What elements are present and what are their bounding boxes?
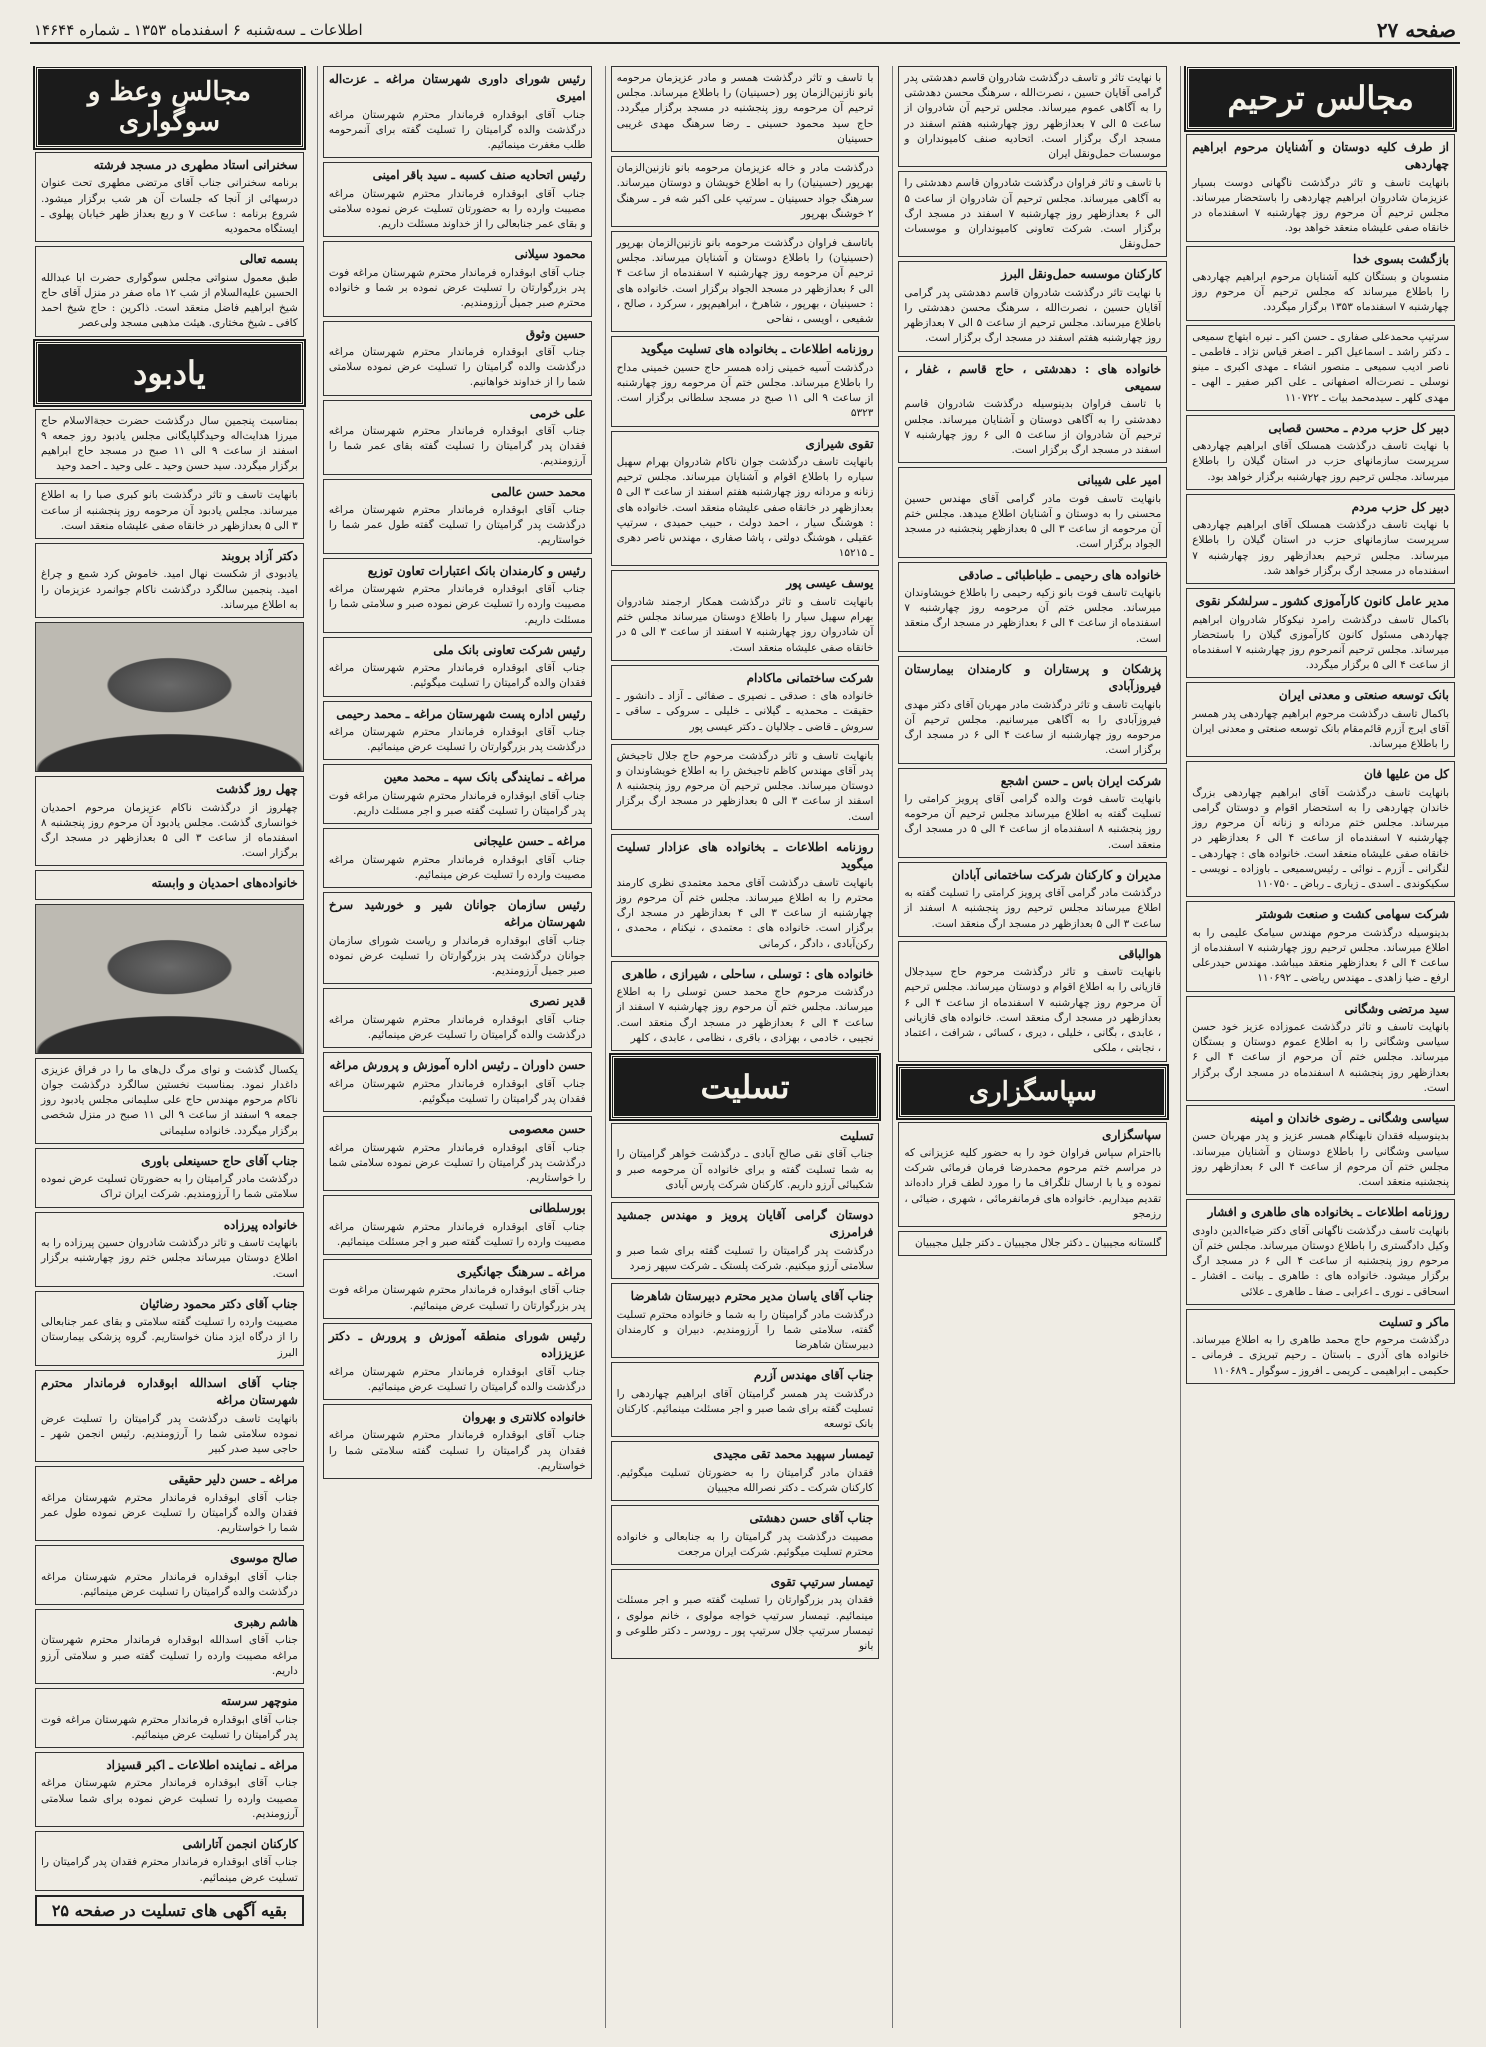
notice-title: تیمسار سرتیپ تقوی — [770, 1575, 874, 1590]
notice-body: جناب آقای نقی صالح آبادی ـ درگذشت خواهر گرامیتان را به شما تسلیت گفته و برای خانواده آن مرحومه صبر و شکیبائی آرزو داریم. کارکنان شرکت پارس آبادی — [616, 1148, 874, 1191]
notice-title: بانک توسعه صنعتی و معدنی ایران — [1278, 688, 1449, 703]
notice-body: بانهایت تاسف و تاثر درگذشت مادر مهربان آقای دکتر مهدی فیروزآبادی را به آگاهی میرسانیم. مجلس ترحیم آن مرحومه روز چهارشنبه از ساعت ۴ الی ۶ در مسجد ارگ برگزار است. — [904, 698, 1162, 757]
notice-box — [898, 467, 1167, 557]
notice-box — [323, 241, 592, 316]
notice-body: درگذشت مادر گرامیتان را به شما و خانواده محترم تسلیت گفته، سلامتی شما را آرزومندیم. دبیران و کارمندان دبیرستان شاهرضا — [616, 1308, 874, 1352]
notice-body: درگذشت مادر گرامی آقای پرویز کرامتی را تسلیت گفته به اطلاع میرساند مجلس ترحیم روز پنجشنبه ۸ اسفند از ساعت ۳ الی ۵ بعدازظهر در مسجد ارگ منعقد است. — [904, 887, 1162, 930]
notice-box — [898, 1231, 1167, 1256]
notice-body: بانهایت تاسف فوت بانو زکیه رحیمی را باطلاع خویشاوندان میرساند. مجلس ختم آن مرحومه روز چهارشنبه ۷ اسفندماه از ساعت ۴ الی ۶ بعدازظهر در مسجد ارگ منعقد است. — [904, 586, 1162, 645]
notice-title: سید مرتضی وشگانی — [1344, 1001, 1449, 1016]
notice-title: کل من علیها فان — [1363, 767, 1449, 782]
notice-box — [35, 776, 304, 866]
column-3 — [605, 66, 885, 2028]
notice-box — [898, 768, 1167, 858]
notice-body: جناب آقای ابوقداره فرماندار محترم شهرستان مراغه درگذشت پدر گرامیتان را تسلیت عرض نموده سلامتی شما را خواستاریم. — [328, 1141, 586, 1184]
notice-title: روزنامه اطلاعات ـ بخانواده های عزادار تسلیت میگوید — [616, 839, 874, 872]
notice-box — [35, 870, 304, 899]
notice-title: مراغه ـ نماینده اطلاعات ـ اکبر قسیزاد — [106, 1757, 298, 1772]
notice-box — [323, 1195, 592, 1255]
notice-title: مدیران و کارکنان شرکت ساختمانی آبادان — [952, 867, 1162, 882]
notice-body: جناب آقای ابوقداره فرماندار محترم فقدان پدر گرامیتان را تسلیت عرض مینمائیم. — [41, 1856, 298, 1884]
notice-box — [35, 409, 304, 480]
column-2 — [892, 66, 1172, 2028]
notice-title: بورسلطانی — [529, 1201, 586, 1216]
notice-title: چهل روز گذشت — [216, 782, 298, 797]
notice-title: ماکر و تسلیت — [1379, 1314, 1449, 1329]
notice-box — [898, 1122, 1167, 1227]
notice-title: سخنرانی استاد مطهری در مسجد فرشته — [93, 158, 298, 172]
notice-body: بمناسبت پنجمین سال درگذشت حضرت حجة‌الاسلام حاج میرزا هدایت‌اله وحیدگلپایگانی مجلس یادبود روز جمعه ۹ اسفند از ساعت ۹ الی ۱۱ صبح در مسجد حاج ابراهیم برگزار میگردد. سید حسن وحید ـ علی وحید ـ احمد وحید — [41, 414, 298, 473]
notice-body: با نهایت تاثر و تاسف درگذشت شادروان قاسم دهدشتی پدر گرامی آقایان حسین ، نصرت‌الله ، سرهنگ محسن دهدشتی را به آگاهی عموم میرساند. مجلس ترحیم آن شادروان از ساعت ۵ الی ۷ بعدازظهر روز چهارشنبه هفتم اسفند در مسجد ارگ برگزار است. اتحادیه صنف کامیونداران و موسسات حمل‌ونقل ایران — [904, 72, 1162, 161]
notice-box — [1186, 1199, 1455, 1304]
notice-body: جناب آقای ابوقداره فرماندار محترم شهرستان مراغه فقدان پدر گرامیتان را تسلیت میگوئیم. — [328, 1077, 586, 1105]
notice-box — [898, 66, 1167, 167]
notice-body: فقدان مادر گرامیتان را به حضورتان تسلیت میگوئیم. کارکنان شرکت ـ دکتر نصرالله مجیبیان — [616, 1466, 874, 1494]
notice-body: جناب آقای ابوقداره فرماندار محترم شهرستان مراغه مصیبت وارده را تسلیت عرض نموده برای شما سلامتی آرزومندیم. — [41, 1777, 298, 1820]
notice-title: حسن داوران ـ رئیس اداره آموزش و پرورش مراغه — [329, 1058, 586, 1073]
notice-body: جناب آقای ابوقداره فرماندار محترم شهرستان مراغه درگذشت والده گرامیتان را تسلیت عرض مینمائیم. — [328, 1365, 586, 1393]
notice-box — [611, 431, 880, 567]
notice-title: کارکنان انجمن آتاراشی — [182, 1837, 298, 1852]
notice-title: جناب آقای حسن دهشتی — [749, 1511, 874, 1526]
notice-body: جناب آقای ابوقداره فرماندار محترم شهرستان مراغه فقدان والده گرامیتان را تسلیت میگوئیم. — [328, 662, 586, 690]
notice-box — [35, 1370, 304, 1462]
notice-title: رئیس سازمان جوانان شیر و خورشید سرخ شهرستان مراغه — [328, 898, 586, 930]
notice-title: مراغه ـ حسن دلیر حقیقی — [168, 1472, 298, 1487]
notice-box — [898, 862, 1167, 937]
notice-body: درگذشت مادر و خاله عزیزمان مرحومه بانو نازنین‌الزمان بهرپور (حسینیان) را به اطلاع خویشان و دوستان میرساند. سرهنگ جواد حسینیان ـ سرتیپ علی اکبر شه فر ـ سرهنگ ۲ خوشنگ بهرپور — [616, 162, 874, 220]
notice-box — [1186, 996, 1455, 1101]
notice-box — [611, 66, 880, 152]
notice-body: درگذشت پدر گرامیتان را تسلیت گفته برای شما صبر و سلامتی آرزو میکنیم. شرکت پلستک ـ شرکت سپهر زمرد — [616, 1244, 874, 1273]
notice-box — [611, 1441, 880, 1501]
columns — [30, 66, 1460, 2028]
portrait-photo — [35, 904, 304, 1054]
notice-box — [323, 1259, 592, 1319]
notice-body: فقدان پدر بزرگوارتان را تسلیت گفته صبر و اجر مسئلت مینمائیم. تیمسار سرتیپ خواجه مولوی ، خانم مولوی ، تیمسار سرتیپ جلال سرتیپ پور ـ رودسر ـ دکتر طلوعی و بانو — [616, 1594, 874, 1653]
notice-body: درگذشت مرحوم حاج محمد حسن توسلی را به اطلاع میرساند. مجلس ختم آن مرحوم روز چهارشنبه ۷ اسفند از ساعت ۴ الی ۶ بعدازظهر در مسجد ارگ منعقد است. نجیبی ، خادمی ، بهزادی ، باقری ، نظامی ، عابدی ، کلهر — [616, 986, 874, 1044]
notice-box — [35, 1058, 304, 1144]
notice-body: برنامه سخنرانی جناب آقای مرتضی مطهری تحت عنوان درسهائی از آنجا که جلسات آن هر شب برگزار میشود. شروع برنامه : ساعت ۷ و ربع بعداز ظهر خیابان پهلوی ـ ایستگاه محمودیه — [41, 177, 298, 236]
notice-box — [323, 66, 592, 158]
notice-box — [35, 246, 304, 336]
notice-box — [35, 1831, 304, 1891]
notice-body: باکمال تاسف درگذشت مرحوم ابراهیم چهاردهی پدر همسر آقای ایرج آزرم قائم‌مقام بانک توسعه صنعتی و معدنی ایران را باطلاع میرساند. — [1192, 707, 1449, 751]
notice-title: امیر علی شیبانی — [1077, 473, 1162, 488]
notice-title: سپاسگزاری — [1102, 1127, 1162, 1142]
notice-body: بدینوسیله فقدان نابهنگام همسر عزیز و پدر مهربان حسن سیاسی وشگانی را باطلاع دوستان و آشنایان میرساند. مجلس ختم آن مرحوم از ساعت ۴ الی ۶ بعدازظهر روز پنجشنبه منعقد است. — [1192, 1130, 1449, 1189]
notice-box — [35, 1466, 304, 1541]
notice-box — [611, 1505, 880, 1565]
notice-box — [611, 336, 880, 426]
notice-body: باکمال تاسف درگذشت رامرد نیکوکار شادروان ابراهیم چهاردهی مسئول کانون کارآموزی گیلان را باستحضار میرساند. مجلس ترحیم آنمرحوم روز چهارشنبه ۷ اسفندماه از ساعت ۴ الی ۵ برگزار میگردد. — [1192, 613, 1449, 672]
notice-title: کارکنان موسسه حمل‌ونقل البرز — [1001, 267, 1162, 282]
notice-body: جناب آقای ابوقداره فرماندار و ریاست شورای سازمان جوانان درگذشت پدر بزرگوارتان را تسلیت عرض نموده صبر جمیل آرزومندیم. — [328, 934, 586, 978]
notice-title: هاشم رهبری — [233, 1615, 298, 1630]
notice-box — [1186, 494, 1455, 584]
banner-yadbood: یادبود — [35, 341, 304, 405]
notice-box — [35, 1291, 304, 1366]
banner-tasliat: تسلیت — [611, 1055, 880, 1119]
notice-title: رئیس شورای داوری شهرستان مراغه ـ عزت‌اله امیری — [328, 72, 586, 104]
notice-title: دکتر آزاد بروبند — [221, 549, 298, 564]
notice-body: جناب آقای ابوقداره فرماندار محترم شهرستان مراغه درگذشت والده گرامیتان را تسلیت عرض نموده سلامتی شما را از خداوند خواهانیم. — [328, 345, 586, 389]
notice-box — [1186, 588, 1455, 678]
notice-box — [323, 1404, 592, 1479]
notice-body: مصیبت درگذشت پدر گرامیتان را به جنابعالی و خانواده محترم تسلیت میگوئیم. شرکت ایران مرجعت — [616, 1530, 874, 1558]
notice-body: جناب آقای ابوقداره فرماندار محترم شهرستان مراغه مصیبت وارده را تسلیت عرض مینمائیم. — [328, 853, 586, 881]
notice-body: بانهایت تاسف درگذشت پدر گرامیتان را تسلیت عرض نموده سلامتی شما را آرزومندیم. رئیس انجمن شهر ـ حاجی سید صدر کبیر — [41, 1412, 298, 1455]
notice-title: یوسف عیسی پور — [786, 576, 874, 591]
notice-box — [35, 483, 304, 539]
notice-box — [898, 171, 1167, 257]
notice-body: خانواده های : صدقی ـ نصیری ـ صفائی ـ آزاد ـ دانشور ـ حقیقت ـ محمدیه ـ گیلانی ـ خلیلی ـ سروکی ـ ساقی ـ سروش ـ قاضی ـ جلالیان ـ دکتر عیسی پور — [616, 690, 874, 733]
notice-title: صالح موسوی — [230, 1551, 298, 1566]
notice-title: خانواده‌های احمدیان و وابسته — [151, 876, 298, 891]
notice-body: بااحترام سپاس فراوان خود را به حضور کلیه عزیزانی که در مراسم ختم مرحوم محمدرضا فرمان فرمائی شرکت نموده و یا با ارسال تلگراف ما را مورد لطف قرار داده‌اند تقدیم میداریم. خانواده های فرمانفرمائی ، شهری ، ضیائی ، رزمجو — [904, 1146, 1162, 1220]
notice-box — [35, 1609, 304, 1684]
notice-box — [611, 1202, 880, 1279]
notice-title: رئیس اداره پست شهرستان مراغه ـ محمد رحیمی — [336, 706, 586, 721]
notice-box — [35, 152, 304, 242]
notice-body: بانهایت تاسف و تاثر درگذشت ناگهانی دوست بسیار عزیزمان شادروان ابراهیم چهاردهی را باستحضار میرساند. مجلس ترحیم آن مرحوم روز چهارشنبه ۷ اسفندماه در خانقاه صفی علیشاه منعقد خواهد بود. — [1192, 176, 1449, 235]
notice-body: بانهایت تاسف و تاثر درگذشت مرحوم حاج سیدجلال قازیانی را به اطلاع اقوام و دوستان میرساند. مجلس ترحیم آن مرحوم روز چهارشنبه ۷ اسفندماه از ساعت ۴ الی ۶ بعدازظهر در مسجد ارگ منعقد است. خانواده های قازیانی ، عابدی ، بگانی ، خلیلی ، دیری ، کسائی ، شرافت ، اعتماد ، نجابتی ، ملکی — [904, 966, 1162, 1055]
notice-body: با تاسف و تاثر درگذشت همسر و مادر عزیزمان مرحومه بانو نازنین‌الزمان پور (حسینیان) را باطلاع میرساند. مجلس ترحیم آن مرحومه روز پنجشنبه در مسجد برگزار میگردد. حاج سید محمود حسینی ـ رضا سرهنگ مهدی غریبی حسینیان — [616, 72, 874, 145]
notice-box — [611, 1283, 880, 1358]
notice-box — [323, 1116, 592, 1191]
notice-body: جناب آقای اسدالله ابوقداره فرماندار محترم شهرستان مراغه مصیبت وارده را تسلیت گفته صبر و سلامتی آرزو داریم. — [41, 1634, 298, 1677]
notice-body: جناب آقای ابوقداره فرماندار محترم شهرستان مراغه مصیبت وارده را به حضورتان تسلیت عرض نموده سلامتی و بقای عمر جنابعالی را از خداوند مسئلت داریم. — [328, 187, 586, 231]
notice-body: درگذشت مادر گرامیتان را به حضورتان تسلیت عرض نموده سلامتی شما را آرزومندیم. شرکت ایران تراک — [41, 1173, 298, 1201]
notice-box — [1186, 901, 1455, 991]
notice-box — [611, 744, 880, 830]
column-4 — [317, 66, 597, 2028]
notice-box — [611, 1123, 880, 1198]
masthead — [30, 18, 1460, 44]
notice-title: منوچهر سرسته — [221, 1694, 298, 1709]
notice-title: جناب آقای حاج حسینعلی باوری — [141, 1153, 298, 1168]
notice-title: قدیر نصری — [529, 994, 586, 1009]
notice-box — [323, 162, 592, 237]
notice-body: با نهایت تاسف درگذشت همسلک آقای ابراهیم چهاردهی سرپرست سازمانهای حزب در استان گیلان را باطلاع میرساند. مجلس ترحیم بعدازظهر روز چهارشنبه ۷ اسفندماه در مسجد ارگ برگزار خواهد شد. — [1192, 519, 1449, 577]
notice-box — [1186, 246, 1455, 321]
notice-title: شرکت ساختمانی ماکادام — [746, 670, 874, 685]
notice-title: بازگشت بسوی خدا — [1352, 251, 1449, 266]
notice-body: جناب آقای ابوقداره فرماندار محترم شهرستان مراغه درگذشت والده گرامیتان را تسلیت عرض مینمائیم. — [41, 1570, 298, 1598]
notice-box — [323, 828, 592, 888]
notice-box — [611, 156, 880, 227]
notice-body: با تاسف و تاثر فراوان درگذشت شادروان قاسم دهدشتی را به آگاهی میرساند. مجلس ترحیم آن شادروان از ساعت ۵ الی ۶ بعدازظهر روز چهارشنبه ۷ اسفند در مسجد ارگ برگزار است. شرکت تعاونی کامیونداران و موسسات حمل‌ونقل — [904, 177, 1162, 251]
notice-body: درگذشت پدر همسر گرامیتان آقای ابراهیم چهاردهی را تسلیت گفته برای شما صبر و اجر مسئلت مینمائیم. کارکنان بانک توسعه — [616, 1387, 874, 1431]
notice-body: جناب آقای ابوقداره فرماندار محترم شهرستان مراغه مصیبت وارده را تسلیت گفته صبر و اجر مسئلت مینمائیم. — [328, 1220, 586, 1248]
notice-body: بانهایت تاسف فوت والده گرامی آقای پرویز کرامتی را تسلیت گفته به اطلاع میرساند مجلس ترحیم آن مرحومه روز پنجشنبه ۸ اسفندماه از ساعت ۴ الی ۵ در مسجد ارگ منعقد است. — [904, 792, 1162, 851]
notice-box — [898, 356, 1167, 464]
notice-title: شرکت سهامی کشت و صنعت شوشتر — [1256, 907, 1449, 922]
notice-body: جناب آقای ابوقداره فرماندار محترم شهرستان مراغه درگذشت والده گرامیتان را تسلیت گفته برای آنمرحومه طلب مغفرت مینمائیم. — [328, 108, 586, 152]
portrait-photo — [35, 622, 304, 772]
notice-box — [1186, 1105, 1455, 1195]
notice-body: جناب آقای ابوقداره فرماندار محترم شهرستان مراغه فوت پدر بزرگوارتان را تسلیت عرض نموده بر شما و خانواده محترم صبر جمیل آرزومندیم. — [328, 266, 586, 310]
notice-box — [323, 892, 592, 984]
notice-title: سیاسی وشگانی ـ رضوی خاندان و امینه — [1249, 1111, 1449, 1126]
notice-body: بدینوسیله درگذشت مرحوم مهندس سیامک علیمی را به اطلاع میرساند. مجلس ترحیم روز چهارشنبه ۷ اسفندماه از ساعت ۴ الی ۶ بعدازظهر منعقد میباشد. مهندس حیدرعلی ارفع ـ ضیا زاهدی ـ مهندس ریاضی ـ ۱۱۰۶۹۲ — [1192, 926, 1449, 985]
notice-body: سرتیپ محمدعلی صفاری ـ حسن اکبر ـ نیره ابتهاج سمیعی ـ دکتر راشد ـ اسماعیل اکبر ـ اصغر قیاس نژاد ـ فاطمی ـ ناصر ادیب سمیعی ـ منصور انشاء ـ مهدی اکبری ـ مینو نوسلی ـ نصرت‌اله اصفهانی ـ علی اکبر صفیر ـ الهی ـ مهدی کلهر ـ سیدمحمد بیات ـ ۱۱۰۷۲۲ — [1192, 330, 1449, 404]
notice-body: جناب آقای ابوقداره فرماندار محترم شهرستان مراغه مصیبت وارده را تسلیت عرض نموده صبر و سلامتی شما را مسئلت داریم. — [328, 583, 586, 626]
notice-body: جناب آقای ابوقداره فرماندار محترم شهرستان مراغه درگذشت پدر بزرگوارتان را تسلیت عرض مینمائیم. — [328, 725, 586, 754]
notice-title: تقوی شیرازی — [805, 436, 874, 451]
notice-box — [35, 543, 304, 618]
notice-body: مصیبت وارده را تسلیت گفته سلامتی و بقای عمر جنابعالی را از درگاه ایزد منان خواستاریم. گروه پزشکی بیمارستان البرز — [41, 1316, 298, 1359]
notice-body: جناب آقای ابوقداره فرماندار محترم شهرستان مراغه فقدان پدر گرامیتان را تسلیت گفته بقای عمر شما را آرزومندیم. — [328, 424, 586, 468]
notice-title: رئیس شرکت تعاونی بانک ملی — [433, 642, 586, 657]
notice-title: علی خرمی — [529, 405, 586, 420]
notice-title: رئیس شورای منطقه آموزش و پرورش ـ دکتر عزیززاده — [328, 1328, 586, 1361]
notice-body: بانهایت تاسف درگذشت آقای ابراهیم چهاردهی بزرگ خاندان چهاردهی را به استحضار اقوام و دوستان گرامی میرساند. مجلس ختم مردانه و زنانه آن مرحوم روز چهارشنبه ۷ اسفندماه از ساعت ۴ الی ۶ بعدازظهر در خانقاه صفی علیشاه منعقد است. خانواده های : چهاردهی ـ لنگرانی ـ آزرم ـ نوائی ـ رئیس‌سمیعی ـ باوزاده ـ نویسی ـ سکیکوندی ـ اسدی ـ زیاری ـ رباض ـ ۱۱۰۷۵۰ — [1192, 786, 1450, 891]
notice-title: جناب آقای یاسان مدیر محترم دبیرستان شاهرضا — [630, 1289, 874, 1304]
notice-title: دبیر کل حزب مردم ـ محسن قصابی — [1268, 420, 1449, 435]
continued-note: بقیه آگهی های تسلیت در صفحه ۲۵ — [35, 1895, 304, 1926]
notice-title: خانواده های : توسلی ، ساحلی ، شیرازی ، طاهری — [621, 966, 874, 981]
notice-box — [898, 656, 1167, 764]
notice-body: جناب آقای ابوقداره فرماندار محترم شهرستان مراغه فقدان والده گرامیتان را تسلیت عرض نموده طول عمر شما را خواستاریم. — [41, 1491, 298, 1535]
notice-title: هوالباقی — [1118, 946, 1162, 961]
notice-body: جناب آقای ابوقداره فرماندار محترم شهرستان مراغه فوت پدر گرامیتان را تسلیت گفته صبر و اجر مسئلت داریم. — [328, 789, 586, 817]
notice-box — [611, 231, 880, 332]
notice-body: جناب آقای ابوقداره فرماندار محترم شهرستان مراغه درگذشت پدر گرامیتان را تسلیت گفته طول عمر شما را خواستاریم. — [328, 504, 586, 547]
notice-title: رئیس اتحادیه صنف کسبه ـ سید باقر امینی — [372, 168, 586, 183]
notice-box — [323, 558, 592, 633]
notice-box — [35, 1688, 304, 1748]
notice-body: جناب آقای ابوقداره فرماندار محترم شهرستان مراغه فوت پدر بزرگوارتان را تسلیت عرض مینمائیم. — [328, 1284, 586, 1312]
notice-body: بانهایت تاسف و تاثر درگذشت مرحوم حاج جلال تاجبخش پدر آقای مهندس کاظم تاجبخش را به اطلاع خویشاوندان و دوستان میرساند. مجلس ترحیم آن مرحوم روز پنجشنبه ۸ اسفند از ساعت ۳ الی ۵ بعدازظهر در مسجد ارگ برگزار است. — [616, 749, 874, 823]
notice-box — [35, 1212, 304, 1287]
notice-body: با نهایت تاسف درگذشت همسلک آقای ابراهیم چهاردهی سرپرست سازمانهای حزب در استان گیلان را باطلاع میرساند. مجلس ترحیم روز چهارشنبه برگزار خواهد بود. — [1192, 440, 1449, 483]
notice-title: خانواده های : دهدشتی ، حاج قاسم ، غفار ، سمیعی — [904, 361, 1162, 394]
notice-box — [611, 665, 880, 740]
notice-title: مراغه ـ سرهنگ جهانگیری — [456, 1265, 586, 1279]
notice-title: دوستان گرامی آقایان پرویز و مهندس جمشید فرامرزی — [616, 1208, 874, 1240]
notice-box — [1186, 415, 1455, 490]
issue-line: اطلاعات ـ سه‌شنبه ۶ اسفندماه ۱۳۵۳ ـ شماره ۱۴۶۴۴ — [34, 21, 363, 39]
notice-body: بانهایت تاسف فوت مادر گرامی آقای مهندس حسین محسنی را به دوستان و آشنایان اطلاع میدهد. مجلس ختم آن مرحومه از ساعت ۳ الی ۵ بعدازظهر پنجشنبه در مسجد الجواد برگزار است. — [904, 492, 1162, 551]
notice-box — [323, 400, 592, 475]
notice-body: گلستانه مجیبیان ـ دکتر جلال مجیبیان ـ دکتر جلیل مجیبیان — [915, 1237, 1162, 1250]
notice-box — [35, 1752, 304, 1827]
notice-box — [323, 321, 592, 396]
notice-body: جناب آقای ابوقداره فرماندار محترم شهرستان مراغه فقدان پدر گرامیتان را تسلیت گفته سلامتی شما را خواستاریم. — [328, 1429, 586, 1472]
notice-box — [35, 1545, 304, 1605]
notice-title: مراغه ـ نمایندگی بانک سپه ـ محمد معین — [383, 770, 586, 785]
notice-title: محمود سیلانی — [514, 247, 586, 262]
banner-tarhim: مجالس ترحیم — [1186, 66, 1455, 130]
notice-body: جناب آقای ابوقداره فرماندار محترم شهرستان مراغه فوت پدر گرامیتان را تسلیت عرض مینمائیم. — [41, 1713, 298, 1741]
notice-title: حسین وثوق — [525, 326, 586, 341]
notice-title: تسلیت — [839, 1129, 874, 1144]
notice-box — [611, 834, 880, 957]
notice-box — [898, 261, 1167, 351]
notice-body: باتاسف فراوان درگذشت مرحومه بانو نازنین‌الزمان بهرپور (حسینیان) را باطلاع دوستان و آشنایان میرساند. مجلس ترحیم آن مرحومه روز چهارشنبه ۷ اسفندماه از ساعت ۴ الی ۶ بعدازظهر در مسجد الجواد برگزار است. خانواده های : حسینیان ، بهرپور ، شاهرخ ، ابراهیم‌پور ، سرکرد ، صالح ، شفیعی ، اویسی ، نفاحی — [616, 236, 874, 326]
banner-sepasgozari: سپاسگزاری — [898, 1066, 1167, 1118]
notice-title: حسن معصومی — [508, 1122, 586, 1137]
notice-box — [323, 988, 592, 1048]
notice-title: خانواده پیرزاده — [223, 1217, 298, 1232]
notice-box — [1186, 682, 1455, 757]
notice-box — [611, 570, 880, 660]
notice-title: رئیس و کارمندان بانک اعتبارات تعاون توزیع — [367, 563, 586, 578]
banner-vaz: مجالس وعظ و سوگواری — [35, 66, 304, 148]
notice-body: بانهایت تاسف درگذشت آقای محمد معتمدی نظری کارمند محترم را به اطلاع میرساند. مجلس ختم آن مرحوم روز چهارشنبه از ساعت ۳ الی ۴ بعدازظهر در مسجد ارگ برگزار است. خانواده های : معتمدی ، نیکنام ، محمدی ، رکن‌آبادی ، دادگر ، کرمانی — [616, 876, 874, 950]
notice-body: چهلروز از درگذشت ناکام عزیزمان مرحوم احمدیان خوانساری گذشت. مجلس یادبود آن مرحوم روز پنجشنبه ۸ اسفندماه از ساعت ۳ الی ۵ بعدازظهر در مسجد ارگ برگزار است. — [41, 801, 298, 860]
notice-body: منسوبان و بستگان کلیه آشنایان مرحوم ابراهیم چهاردهی را باطلاع میرساند که مجلس ترحیم آن مرحوم روز چهارشنبه ۷ اسفندماه ۱۳۵۳ برگزار میگردد. — [1192, 271, 1449, 314]
notice-title: خانواده های رحیمی ـ طباطبائی ـ صادقی — [958, 567, 1162, 582]
notice-box — [323, 479, 592, 554]
notice-box — [35, 1148, 304, 1208]
notice-body: بانهایت تاسف درگذشت ناگهانی آقای دکتر ضیاءالدین داودی وکیل دادگستری را باطلاع دوستان میرساند. مجلس ختم آن مرحوم روز پنجشنبه از ساعت ۴ الی ۶ در مسجد ارگ برگزار میشود. خانواده های : طاهری ـ بیانت ـ افشار ـ اسحاقی ـ نوری ـ اعرابی ـ صفا ـ طاهری ـ علائی — [1192, 1224, 1449, 1298]
notice-body: با تاسف فراوان بدینوسیله درگذشت شادروان قاسم دهدشتی را به آگاهی دوستان و آشنایان میرساند. مجلس ترحیم آن شادروان از ساعت ۵ الی ۶ روز چهارشنبه ۷ اسفند در مسجد ارگ برگزار است. — [904, 398, 1162, 457]
notice-body: بانهایت تاسف و تاثر درگذشت شادروان حسین پیرزاده را به اطلاع دوستان میرساند مجلس ختم روز چهارشنبه برگزار است. — [41, 1237, 298, 1280]
notice-title: پزشکان و پرستاران و کارمندان بیمارستان فیروزآبادی — [904, 661, 1162, 694]
notice-box — [898, 562, 1167, 652]
notice-title: جناب آقای دکتر محمود رضائیان — [139, 1296, 298, 1311]
notice-box — [1186, 134, 1455, 242]
notice-body: یکسال گذشت و نوای مرگ دل‌های ما را در فراق عزیزی داغدار نمود. بمناسبت نخستین سالگرد درگذشت جوان ناکام مرحوم مهندس حاج علی سلیمانی مجلس یادبود روز جمعه ۹ اسفند از ساعت ۹ الی ۱۱ صبح در منزل شخصی برگزار میگردد. خانواده سلیمانی — [41, 1063, 298, 1137]
notice-title: خانواده کلانتری و بهروان — [462, 1410, 586, 1425]
notice-box — [323, 764, 592, 824]
notice-box — [898, 941, 1167, 1062]
notice-title: تیمسار سپهبد محمد تقی مجیدی — [713, 1447, 874, 1462]
notice-box — [323, 637, 592, 697]
notice-body: بانهایت تاسف و تاثر درگذشت عموزاده عزیز خود حسن سیاسی وشگانی را به اطلاع عموم دوستان و بستگان میرساند. مجلس ختم آن مرحوم از ساعت ۴ الی ۶ بعدازظهر روز پنجشنبه ۸ اسفندماه در مسجد ارگ برگزار است. — [1192, 1021, 1449, 1094]
notice-body: جناب آقای ابوقداره فرماندار محترم شهرستان مراغه درگذشت والده گرامیتان را تسلیت عرض مینمائیم. — [328, 1013, 586, 1042]
notice-title: مدیر عامل کانون کارآموزی کشور ـ سرلشکر نقوی — [1195, 594, 1449, 609]
notice-box — [611, 1362, 880, 1437]
notice-title: محمد حسن عالمی — [491, 484, 586, 499]
notice-title: جناب آقای مهندس آزرم — [753, 1368, 874, 1383]
notice-title: مراغه ـ حسن علیجانی — [473, 834, 586, 849]
notice-box — [323, 701, 592, 761]
notice-title: روزنامه اطلاعات ـ بخانواده های تسلیت میگوید — [640, 342, 874, 357]
notice-body: با نهایت تاثر درگذشت شادروان قاسم دهدشتی پدر گرامی آقایان حسین ، نصرت‌الله ، سرهنگ محسن دهدشتی را باطلاع میرساند. مجلس ترحیم از ساعت ۵ الی ۷ بعدازظهر روز چهارشنبه هفتم اسفند در مسجد ارگ برگزار است. — [904, 286, 1162, 345]
notice-title: از طرف کلیه دوستان و آشنایان مرحوم ابراهیم چهاردهی — [1192, 140, 1449, 172]
notice-body: طبق معمول سنواتی مجلس سوگواری حضرت ابا عبدالله الحسین علیه‌السلام از شب ۱۲ ماه صفر در منزل آقای حاج شیخ ابراهیم فاضل منعقد است. ذاکرین : حاج شیخ احمد کافی ـ شیخ مختاری. هیئت مذهبی مسجد ولی‌عصر — [41, 271, 298, 330]
notice-box — [611, 1569, 880, 1659]
column-1 — [1180, 66, 1460, 2028]
notice-title: دبیر کل حزب مردم — [1351, 499, 1449, 514]
notice-box — [1186, 325, 1455, 411]
notice-box — [323, 1052, 592, 1112]
notice-body: بانهایت تاسف و تاثر درگذشت همکار ارجمند شادروان بهرام سهیل سیار را باطلاع دوستان میرساند مجلس ختم آن شادروان روز چهارشنبه ۷ اسفند از ساعت ۳ الی ۵ در خانقاه صفی علیشاه منعقد است. — [616, 595, 874, 654]
notice-body: بانهایت تاسف و تاثر درگذشت بانو کبری صبا را به اطلاع میرساند. مجلس یادبود آن مرحومه روز پنجشنبه از ساعت ۳ الی ۵ بعدازظهر در خانقاه صفی علیشاه منعقد است. — [41, 489, 298, 532]
column-5 — [30, 66, 309, 2028]
notice-body: درگذشت مرحوم حاج محمد طاهری را به اطلاع میرساند. خانواده های آذری ـ باستان ـ رحیم تبریزی ـ فرمانی ـ حکیمی ـ ابراهیمی ـ کریمی ـ افروز ـ سوگوار ـ ۱۱۰۶۸۹ — [1192, 1334, 1449, 1377]
notice-body: یادبودی از شکست نهال امید. خاموش کرد شمع و چراغ امید. پنجمین سالگرد درگذشت ناکام جوانمرد عزیزمان را به اطلاع میرساند. — [41, 568, 298, 611]
notice-box — [323, 1323, 592, 1400]
newspaper-page — [30, 18, 1460, 2028]
notice-box — [1186, 761, 1455, 897]
notice-title: روزنامه اطلاعات ـ بخانواده های طاهری و افشار — [1207, 1205, 1449, 1220]
notice-box — [1186, 1309, 1455, 1384]
notice-body: درگذشت آسیه خمینی زاده همسر حاج حسین خمینی مداح را باطلاع میرساند. مجلس ختم آن مرحومه روز چهارشنبه از ساعت ۹ الی ۱۱ صبح در مسجد سلطانی برگزار است. ۵۳۲۳ — [616, 361, 874, 420]
page-number: صفحه ۲۷ — [1376, 18, 1456, 42]
notice-title: جناب آقای اسدالله ابوقداره فرماندار محترم شهرستان مراغه — [41, 1375, 298, 1408]
notice-body: بانهایت تاسف درگذشت جوان ناکام شادروان بهرام سهیل سیاره را باطلاع اقوام و آشنایان میرساند. مجلس ترحیم زنانه و مردانه روز چهارشنبه هفتم اسفند از ساعت ۳ الی ۵ بعدازظهر در خانقاه صفی علیشاه منعقد است. خانواده های : هوشنگ سیار ، احمد دولت ، حبیب حمیدی ، سرتیپ عقیلی ، هوشنگ دولتی ، پاشا صفاری ، مهندس ناصر دهری ـ ۱۵۲۱۵ — [616, 455, 874, 560]
notice-title: بسمه تعالی — [239, 252, 298, 267]
notice-title: شرکت ایران باس ـ حسن اشجع — [1000, 773, 1162, 788]
notice-box — [611, 961, 880, 1051]
